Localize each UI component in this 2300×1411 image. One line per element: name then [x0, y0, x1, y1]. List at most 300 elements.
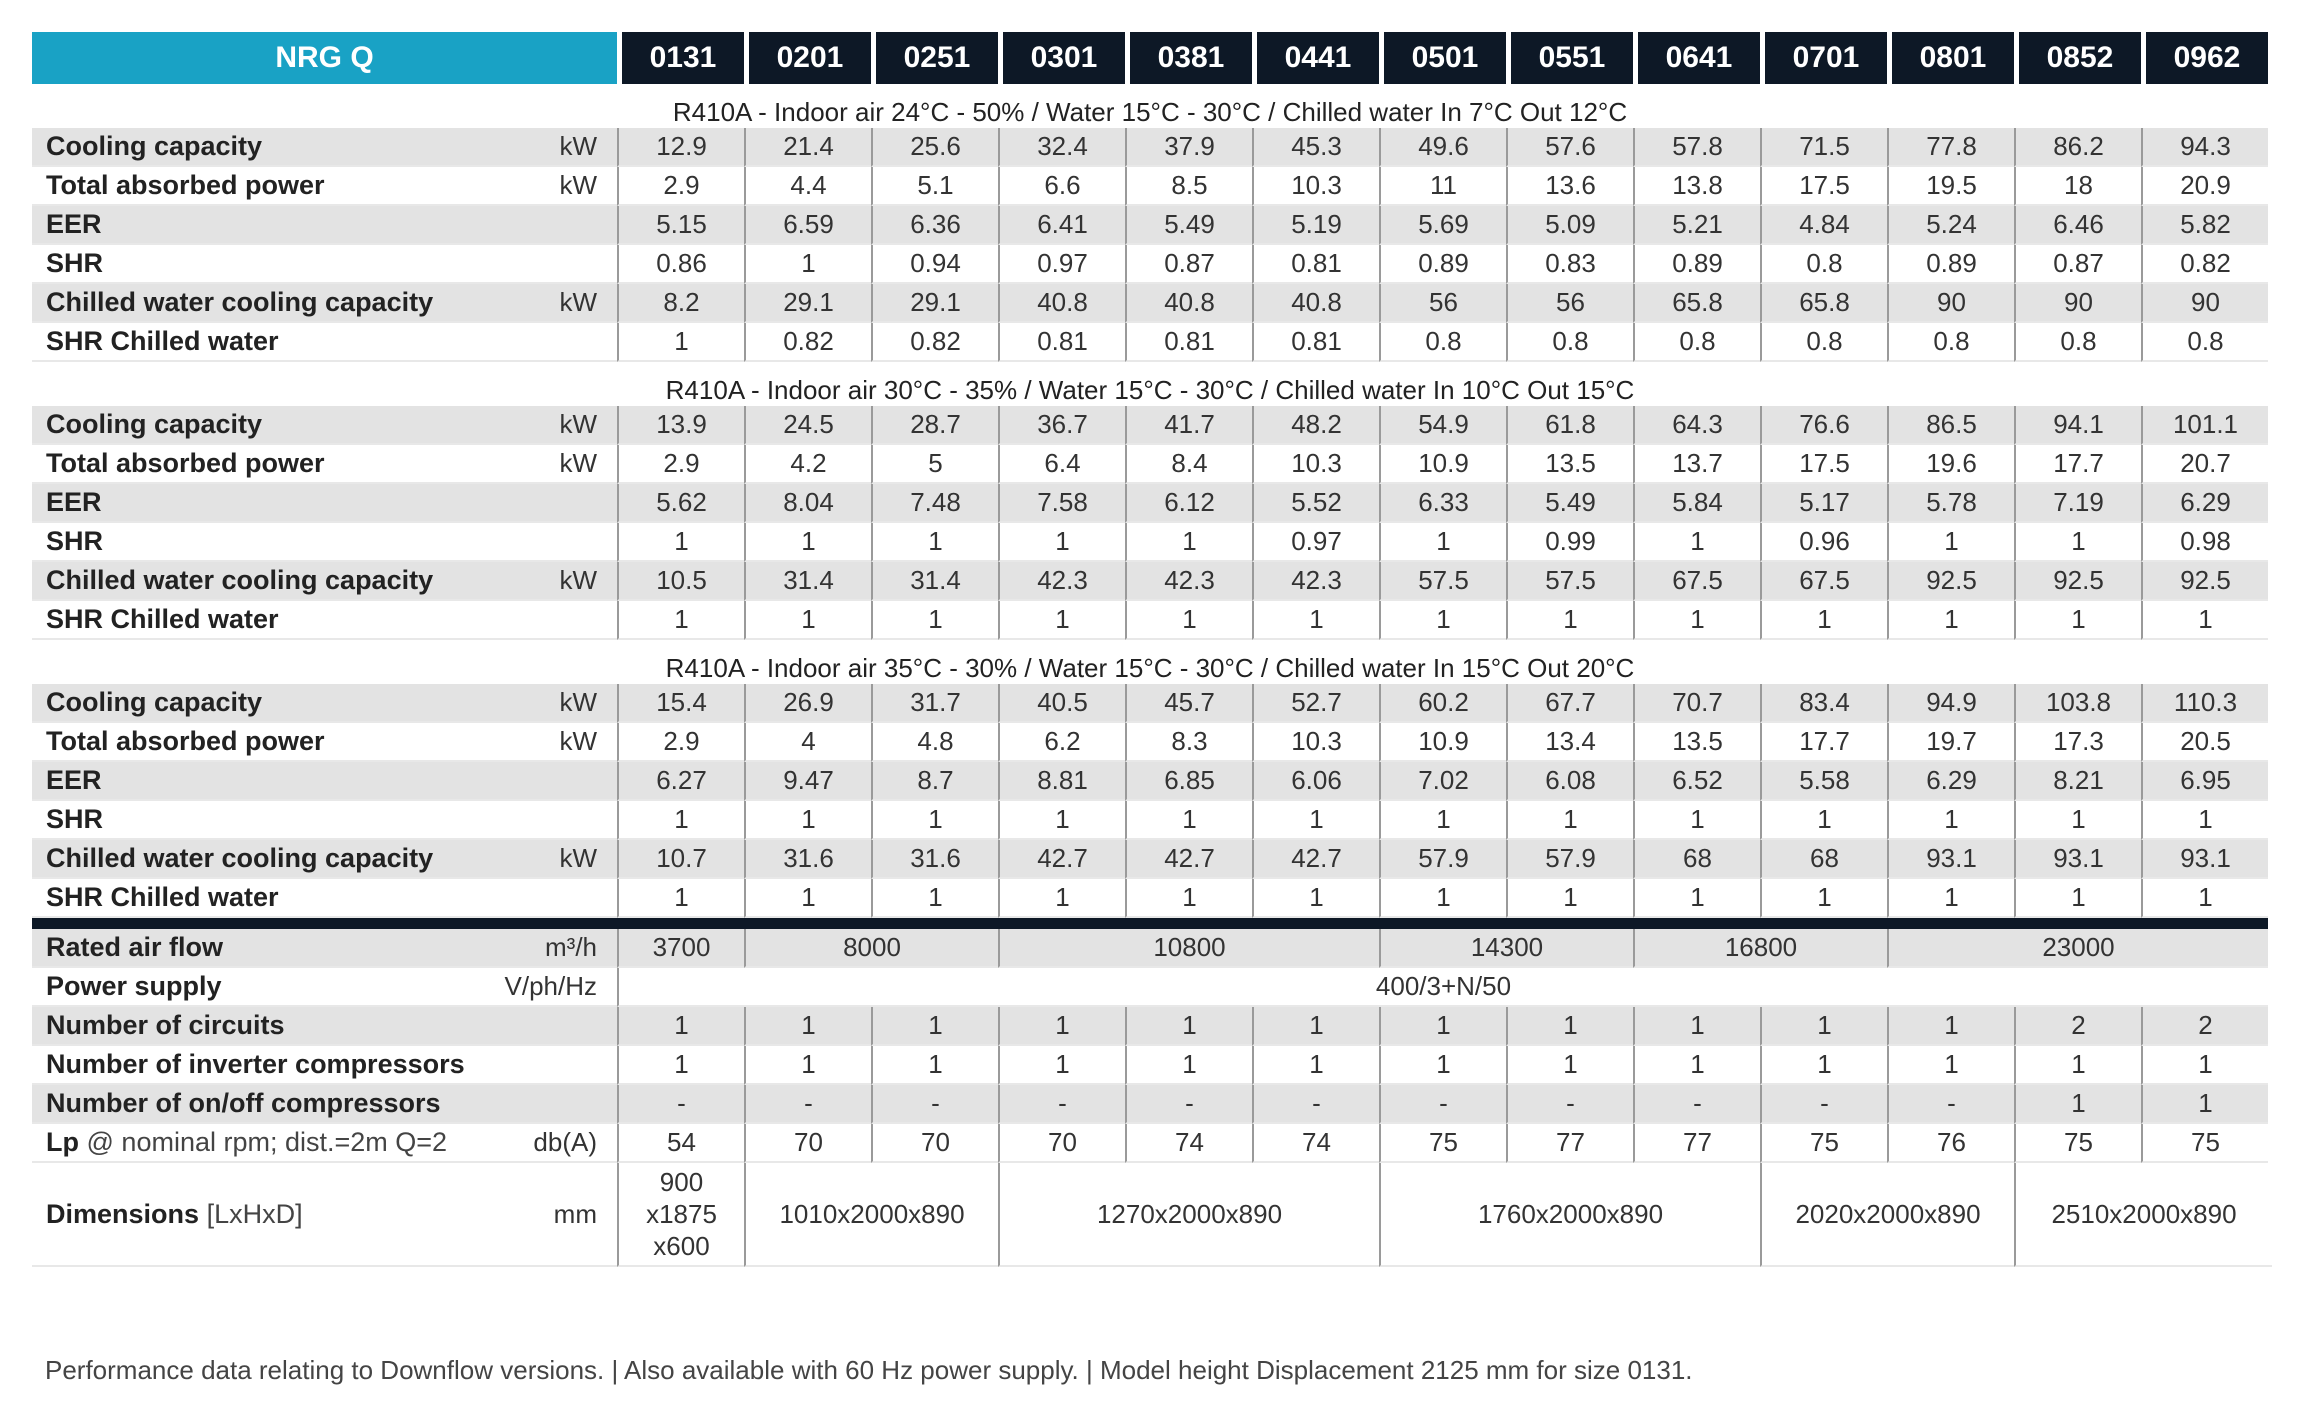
value-cell: 76.6	[1760, 406, 1887, 445]
value-cell: 0.8	[1633, 323, 1760, 362]
value-cell: 1	[1887, 523, 2014, 562]
value-cell: 0.97	[998, 245, 1125, 284]
value-cell: 1	[1633, 879, 1760, 918]
value-cell: 7.48	[871, 484, 998, 523]
value-cell: 13.5	[1506, 445, 1633, 484]
value-cell: 1	[1887, 601, 2014, 640]
value-cell: 65.8	[1633, 284, 1760, 323]
table-row	[32, 445, 2272, 484]
model-header: 0201	[744, 32, 871, 84]
row-label	[32, 484, 472, 523]
value-cell: 1	[1633, 1046, 1760, 1085]
model-header: 0131	[617, 32, 744, 84]
value-cell: 49.6	[1379, 128, 1506, 167]
table-row	[32, 840, 2272, 879]
table-row	[32, 723, 2272, 762]
value-cell: 11	[1379, 167, 1506, 206]
value-cell: 1	[2014, 1046, 2141, 1085]
value-cell: 37.9	[1125, 128, 1252, 167]
row-label-note: [LxHxD]	[206, 1198, 303, 1229]
value-cell: 1	[1125, 879, 1252, 918]
value-cell: 6.2	[998, 723, 1125, 762]
row-label	[32, 1007, 472, 1046]
value-cell: 56	[1379, 284, 1506, 323]
row-label-text: Cooling capacity	[46, 409, 263, 439]
value-cell: 17.7	[1760, 723, 1887, 762]
row-label	[32, 1046, 472, 1085]
gap-cell	[32, 84, 2268, 97]
value-cell: 13.9	[617, 406, 744, 445]
row-label	[32, 684, 472, 723]
row-unit	[472, 245, 617, 284]
table-row	[32, 801, 2272, 840]
value-cell: 17.3	[2014, 723, 2141, 762]
table-row	[32, 323, 2272, 362]
value-cell: -	[998, 1085, 1125, 1124]
model-header: 0701	[1760, 32, 1887, 84]
value-cell: 75	[2141, 1124, 2268, 1163]
value-cell: 94.1	[2014, 406, 2141, 445]
table-row	[32, 284, 2272, 323]
value-cell: 68	[1633, 840, 1760, 879]
value-cell: 6.27	[617, 762, 744, 801]
value-cell: 54.9	[1379, 406, 1506, 445]
row-label	[32, 523, 472, 562]
row-label-text: SHR	[46, 804, 104, 834]
value-cell: 400/3+N/50	[617, 968, 2268, 1007]
value-cell: 5.49	[1506, 484, 1633, 523]
value-cell: 86.5	[1887, 406, 2014, 445]
value-cell: 1	[1379, 879, 1506, 918]
section-title: R410A - Indoor air 35°C - 30% / Water 15°C - 30°C / Chilled water In 15°C Out 20°C	[665, 653, 1635, 683]
row-label	[32, 762, 472, 801]
value-cell: 1	[998, 601, 1125, 640]
row-label-text: Number of inverter compressors	[46, 1049, 465, 1079]
row-label	[32, 284, 472, 323]
value-cell: 0.86	[617, 245, 744, 284]
value-cell: -	[1633, 1085, 1760, 1124]
value-cell: 1	[1760, 601, 1887, 640]
row-label-text: EER	[46, 209, 102, 239]
value-cell: 6.59	[744, 206, 871, 245]
value-cell: 74	[1125, 1124, 1252, 1163]
value-cell: 1	[2141, 1085, 2268, 1124]
value-cell: 0.81	[1252, 323, 1379, 362]
row-unit: kW	[472, 284, 617, 323]
value-cell: 9.47	[744, 762, 871, 801]
value-cell: -	[1760, 1085, 1887, 1124]
table-row	[32, 206, 2272, 245]
value-cell: 1	[617, 801, 744, 840]
value-cell: 74	[1252, 1124, 1379, 1163]
value-cell: 7.58	[998, 484, 1125, 523]
value-cell: 70.7	[1633, 684, 1760, 723]
row-label-text: SHR	[46, 526, 104, 556]
value-cell: 20.5	[2141, 723, 2268, 762]
value-cell: 4.2	[744, 445, 871, 484]
value-cell: 1	[744, 601, 871, 640]
value-cell: 0.82	[871, 323, 998, 362]
value-cell: 1	[1760, 879, 1887, 918]
value-cell: 42.3	[998, 562, 1125, 601]
value-cell: 5.69	[1379, 206, 1506, 245]
value-cell: -	[1252, 1085, 1379, 1124]
value-cell: 40.8	[1252, 284, 1379, 323]
value-cell: 1	[1760, 1046, 1887, 1085]
model-header: 0501	[1379, 32, 1506, 84]
general-separator	[32, 918, 2272, 929]
value-cell: 5.21	[1633, 206, 1760, 245]
value-cell: 0.81	[998, 323, 1125, 362]
footnote: Performance data relating to Downflow versions. | Also available with 60 Hz power supply. | Model height Displacement 2125 mm for size 0131.	[45, 1355, 1693, 1385]
value-cell: 2	[2141, 1007, 2268, 1046]
value-cell: -	[744, 1085, 871, 1124]
value-cell: 2	[2014, 1007, 2141, 1046]
value-cell: 94.9	[1887, 684, 2014, 723]
value-cell: 10.3	[1252, 167, 1379, 206]
row-label	[32, 1124, 472, 1163]
value-cell: 23000	[1887, 929, 2268, 968]
gap-cell	[32, 362, 2268, 375]
table-row	[32, 167, 2272, 206]
model-header-row	[32, 32, 2272, 84]
value-cell: 1	[2014, 879, 2141, 918]
value-cell: 10.3	[1252, 723, 1379, 762]
value-cell: 6.36	[871, 206, 998, 245]
row-label-text: SHR Chilled water	[46, 882, 279, 912]
value-cell: 0.99	[1506, 523, 1633, 562]
value-cell: 0.8	[1379, 323, 1506, 362]
row-label	[32, 245, 472, 284]
model-header: 0251	[871, 32, 998, 84]
value-cell: 1	[2141, 1046, 2268, 1085]
value-cell: 0.96	[1760, 523, 1887, 562]
row-label-text: Number of on/off compressors	[46, 1088, 441, 1118]
value-cell: 57.8	[1633, 128, 1760, 167]
value-cell: 19.7	[1887, 723, 2014, 762]
value-cell: 0.82	[2141, 245, 2268, 284]
value-cell: 0.8	[1760, 245, 1887, 284]
value-cell: 19.5	[1887, 167, 2014, 206]
model-header: 0381	[1125, 32, 1252, 84]
value-cell: 1	[998, 1046, 1125, 1085]
row-label-text: SHR Chilled water	[46, 326, 279, 356]
table-row	[32, 929, 2272, 968]
value-cell: 1010x2000x890	[744, 1163, 998, 1267]
value-cell: 1	[617, 523, 744, 562]
value-cell: 0.87	[2014, 245, 2141, 284]
gap-cell	[32, 640, 2268, 653]
value-cell: 40.5	[998, 684, 1125, 723]
value-cell: 1	[617, 1007, 744, 1046]
table-row	[32, 1046, 2272, 1085]
table-row	[32, 484, 2272, 523]
value-cell: 1	[1125, 523, 1252, 562]
value-cell: 0.89	[1633, 245, 1760, 284]
row-label	[32, 1163, 472, 1267]
row-label	[32, 840, 472, 879]
value-cell: -	[1379, 1085, 1506, 1124]
value-cell: 75	[1379, 1124, 1506, 1163]
value-cell: 5.15	[617, 206, 744, 245]
value-cell: 14300	[1379, 929, 1633, 968]
value-cell: 40.8	[998, 284, 1125, 323]
row-label-text: Number of circuits	[46, 1010, 285, 1040]
value-cell: 1	[1506, 1046, 1633, 1085]
value-cell: 1	[2141, 601, 2268, 640]
value-cell: 92.5	[1887, 562, 2014, 601]
value-cell: 67.7	[1506, 684, 1633, 723]
value-cell: 29.1	[744, 284, 871, 323]
table-row	[32, 601, 2272, 640]
value-cell: 0.87	[1125, 245, 1252, 284]
value-cell: 1	[2141, 801, 2268, 840]
row-label	[32, 723, 472, 762]
value-cell: 1	[998, 1007, 1125, 1046]
model-header: 0852	[2014, 32, 2141, 84]
value-cell: 0.8	[2014, 323, 2141, 362]
value-cell: 52.7	[1252, 684, 1379, 723]
value-cell: 1	[1379, 601, 1506, 640]
value-cell: 0.98	[2141, 523, 2268, 562]
value-cell: 5.09	[1506, 206, 1633, 245]
value-cell: 1	[2014, 523, 2141, 562]
value-cell: 8.81	[998, 762, 1125, 801]
value-cell: 1	[1633, 523, 1760, 562]
value-cell: 1	[1125, 1007, 1252, 1046]
value-cell: 45.7	[1125, 684, 1252, 723]
value-cell: 1	[1379, 801, 1506, 840]
value-cell: 1	[1252, 879, 1379, 918]
row-unit	[472, 323, 617, 362]
section-header-row	[32, 653, 2272, 684]
separator-cell	[32, 918, 2268, 929]
value-cell: 8.04	[744, 484, 871, 523]
value-cell: 5.62	[617, 484, 744, 523]
row-label-text: Cooling capacity	[46, 131, 263, 161]
value-cell: 5.52	[1252, 484, 1379, 523]
row-unit	[472, 879, 617, 918]
value-cell: 56	[1506, 284, 1633, 323]
row-label	[32, 929, 472, 968]
value-cell: 1	[617, 1046, 744, 1085]
value-cell: 57.9	[1379, 840, 1506, 879]
row-label-text: Cooling capacity	[46, 687, 263, 717]
value-cell: 5.84	[1633, 484, 1760, 523]
value-cell: 0.8	[1760, 323, 1887, 362]
value-cell: 1	[871, 1046, 998, 1085]
value-cell: 24.5	[744, 406, 871, 445]
row-unit: kW	[472, 684, 617, 723]
value-cell: 1	[1379, 523, 1506, 562]
value-cell: 1	[617, 879, 744, 918]
value-cell: -	[1506, 1085, 1633, 1124]
value-cell: 40.8	[1125, 284, 1252, 323]
row-label	[32, 206, 472, 245]
section-gap	[32, 362, 2272, 375]
value-cell: 1	[1887, 1046, 2014, 1085]
table-body	[32, 84, 2272, 1267]
value-cell: 1	[744, 245, 871, 284]
value-cell: 77.8	[1887, 128, 2014, 167]
value-cell: 8.2	[617, 284, 744, 323]
section-gap	[32, 640, 2272, 653]
value-cell: 10.9	[1379, 723, 1506, 762]
value-cell: 2.9	[617, 167, 744, 206]
value-cell: 5.49	[1125, 206, 1252, 245]
value-cell: 17.5	[1760, 167, 1887, 206]
value-cell: 6.33	[1379, 484, 1506, 523]
value-cell: 2510x2000x890	[2014, 1163, 2272, 1267]
value-cell: 5	[871, 445, 998, 484]
value-cell: 103.8	[2014, 684, 2141, 723]
value-cell: 0.89	[1379, 245, 1506, 284]
row-label	[32, 323, 472, 362]
value-cell: 1	[1125, 801, 1252, 840]
value-cell: 54	[617, 1124, 744, 1163]
value-cell: 67.5	[1633, 562, 1760, 601]
section-title: R410A - Indoor air 24°C - 50% / Water 15°C - 30°C / Chilled water In 7°C Out 12°C	[672, 97, 1628, 127]
value-cell: 5.1	[871, 167, 998, 206]
value-cell: 6.08	[1506, 762, 1633, 801]
row-label	[32, 879, 472, 918]
value-cell: 28.7	[871, 406, 998, 445]
value-cell: 15.4	[617, 684, 744, 723]
value-cell: 42.7	[1125, 840, 1252, 879]
value-cell: 92.5	[2014, 562, 2141, 601]
product-title: NRG Q	[32, 32, 617, 84]
value-cell: 70	[871, 1124, 998, 1163]
row-label-text: EER	[46, 487, 102, 517]
row-unit	[472, 1046, 617, 1085]
value-cell: 45.3	[1252, 128, 1379, 167]
value-cell: 65.8	[1760, 284, 1887, 323]
value-cell: 0.8	[2141, 323, 2268, 362]
table-row	[32, 562, 2272, 601]
value-cell: 101.1	[2141, 406, 2268, 445]
model-header: 0551	[1506, 32, 1633, 84]
value-cell: 26.9	[744, 684, 871, 723]
value-cell: 92.5	[2141, 562, 2268, 601]
row-label-text: SHR	[46, 248, 104, 278]
model-header: 0962	[2141, 32, 2268, 84]
value-cell: 5.24	[1887, 206, 2014, 245]
row-unit: V/ph/Hz	[472, 968, 617, 1007]
value-cell: 93.1	[2141, 840, 2268, 879]
value-cell: 4	[744, 723, 871, 762]
table-row	[32, 879, 2272, 918]
spec-sheet	[32, 32, 2272, 1267]
row-unit: kW	[472, 406, 617, 445]
value-cell: 0.94	[871, 245, 998, 284]
value-cell: 75	[2014, 1124, 2141, 1163]
value-cell: 31.4	[744, 562, 871, 601]
value-cell: 1	[1887, 879, 2014, 918]
value-cell: 1	[871, 1007, 998, 1046]
row-unit: kW	[472, 445, 617, 484]
value-cell: 1	[1887, 801, 2014, 840]
value-cell: 6.12	[1125, 484, 1252, 523]
value-cell: 13.4	[1506, 723, 1633, 762]
value-cell: 6.46	[2014, 206, 2141, 245]
value-cell: 1	[1633, 1007, 1760, 1046]
value-cell: 31.6	[744, 840, 871, 879]
dimension-line: x600	[653, 1231, 710, 1261]
specifications-table	[32, 32, 2272, 1267]
value-cell: 61.8	[1506, 406, 1633, 445]
section-gap	[32, 84, 2272, 97]
value-cell: 31.4	[871, 562, 998, 601]
value-cell: 32.4	[998, 128, 1125, 167]
value-cell: 1	[1506, 879, 1633, 918]
value-cell: 7.02	[1379, 762, 1506, 801]
value-cell: 1	[2014, 1085, 2141, 1124]
value-cell: 1	[1887, 1007, 2014, 1046]
value-cell: 4.4	[744, 167, 871, 206]
row-unit: kW	[472, 723, 617, 762]
row-label: Power supply	[32, 968, 472, 1007]
value-cell: 8000	[744, 929, 998, 968]
row-unit	[472, 1085, 617, 1124]
value-cell: 6.06	[1252, 762, 1379, 801]
value-cell: 70	[744, 1124, 871, 1163]
value-cell: 42.7	[998, 840, 1125, 879]
value-cell: 1	[1379, 1046, 1506, 1085]
table-row	[32, 245, 2272, 284]
row-label	[32, 601, 472, 640]
table-row	[32, 1007, 2272, 1046]
value-cell: 1	[1252, 1007, 1379, 1046]
value-cell: 77	[1633, 1124, 1760, 1163]
value-cell: 0.8	[1506, 323, 1633, 362]
value-cell: 1	[871, 601, 998, 640]
table-row	[32, 968, 2272, 1007]
value-cell: 68	[1760, 840, 1887, 879]
row-label	[32, 128, 472, 167]
value-cell: 36.7	[998, 406, 1125, 445]
value-cell: -	[1125, 1085, 1252, 1124]
value-cell: 8.5	[1125, 167, 1252, 206]
value-cell: 2020x2000x890	[1760, 1163, 2014, 1267]
value-cell: 1	[744, 1007, 871, 1046]
value-cell: 1	[1252, 1046, 1379, 1085]
value-cell: 0.82	[744, 323, 871, 362]
row-label-note: @ nominal rpm; dist.=2m Q=2	[86, 1127, 448, 1157]
row-unit	[472, 762, 617, 801]
value-cell: 5.58	[1760, 762, 1887, 801]
row-unit	[472, 801, 617, 840]
value-cell: 1	[1252, 601, 1379, 640]
value-cell: 83.4	[1760, 684, 1887, 723]
value-cell: -	[871, 1085, 998, 1124]
row-unit: kW	[472, 167, 617, 206]
value-cell: 10.5	[617, 562, 744, 601]
value-cell: 1	[744, 801, 871, 840]
value-cell: 2.9	[617, 445, 744, 484]
row-label-text: EER	[46, 765, 102, 795]
row-label	[32, 406, 472, 445]
value-cell: 1	[998, 801, 1125, 840]
value-cell: 0.97	[1252, 523, 1379, 562]
model-header: 0441	[1252, 32, 1379, 84]
value-cell: 1	[1633, 801, 1760, 840]
value-cell: -	[1887, 1085, 2014, 1124]
value-cell: 48.2	[1252, 406, 1379, 445]
value-cell: 7.19	[2014, 484, 2141, 523]
value-cell: 77	[1506, 1124, 1633, 1163]
value-cell: 16800	[1633, 929, 1887, 968]
table-row	[32, 1124, 2272, 1163]
